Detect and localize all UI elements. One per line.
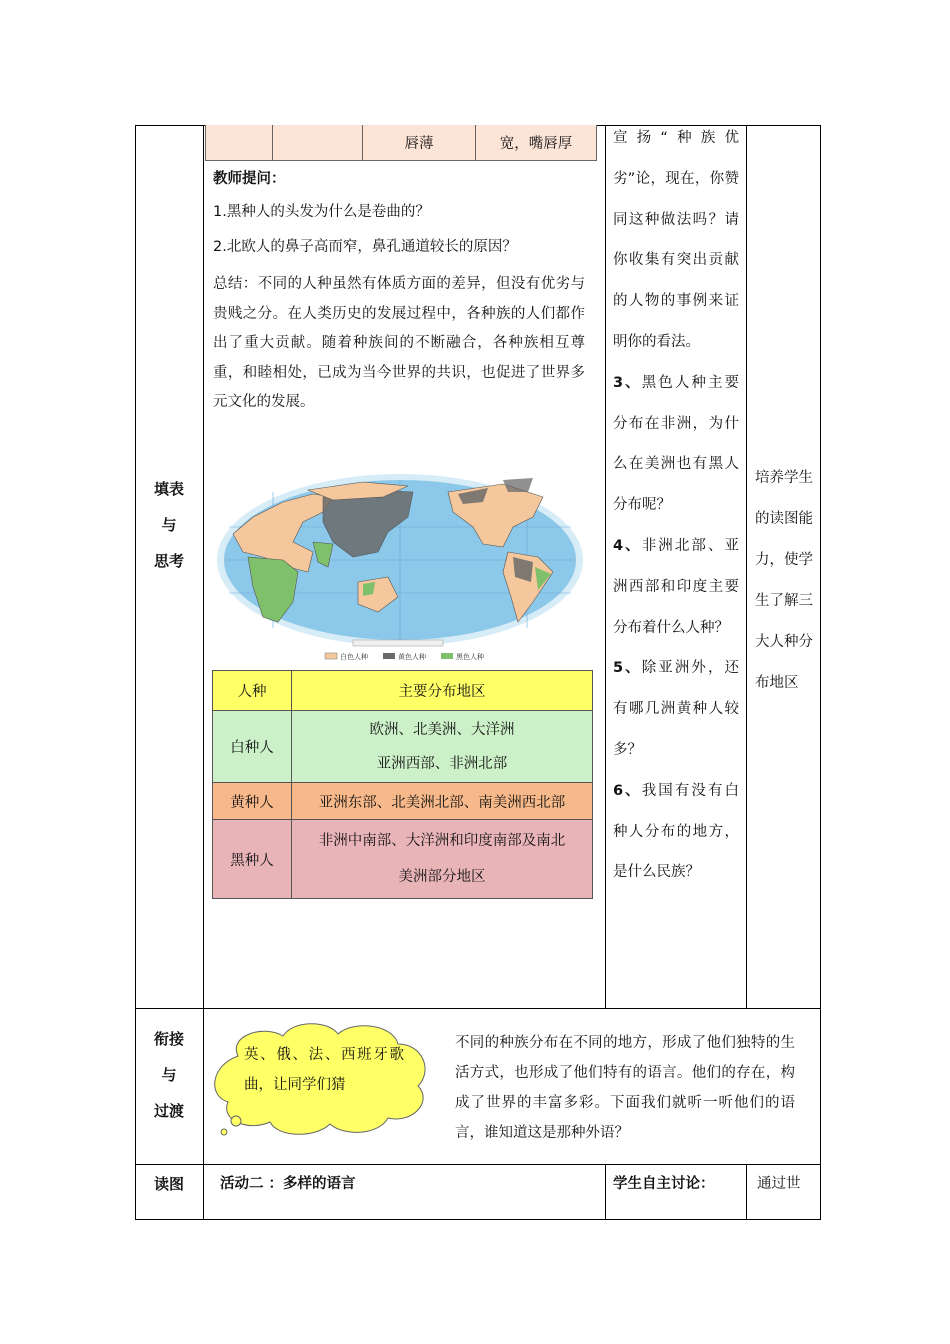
transition-paragraph: 不同的种族分布在不同的地方，形成了他们独特的生活方式，也形成了他们特有的语言。他们的存在，构成了世界的丰富多彩。下面我们就听一听他们的语言，谁知道这是那种外语？: [455, 1035, 795, 1141]
table-row: [213, 783, 593, 820]
bottom-goal-start: 通过世: [757, 1176, 801, 1192]
dist-race-yellow: 黄种人: [213, 783, 292, 820]
table-divider-3: [746, 125, 747, 1008]
label-transition: [135, 1024, 203, 1126]
question-3: 黑色人种主要分布在非洲，为什么在美洲也有黑人分布呢？: [613, 374, 740, 514]
row-divider-2: [135, 1164, 821, 1165]
dist-region-white-2: 亚洲西部、非洲北部: [376, 755, 508, 772]
teaching-goal: [755, 458, 813, 704]
question-6: 我国有没有白种人分布的地方，是什么民族？: [613, 782, 740, 881]
question-3-number: 3、: [613, 374, 642, 391]
table-border-right: [820, 125, 821, 1220]
top-table-cell-3: 唇薄: [363, 125, 476, 160]
table-row: [213, 711, 593, 783]
cloud-callout-text: 英、俄、法、西班牙歌曲，让同学们猜: [244, 1047, 404, 1093]
question-6-number: 6、: [613, 782, 642, 799]
table-divider-3b: [746, 1164, 747, 1220]
student-discussion-label: 学生自主讨论：: [613, 1176, 715, 1192]
label-read-map: 读图: [153, 1175, 184, 1193]
teaching-goal-text: 培养学生的读图能力，使学生了解三大人种分布地区: [755, 470, 813, 691]
label-fill-think-1: 填表: [153, 480, 184, 498]
cloud-callout: [208, 1016, 436, 1140]
teacher-question-1: 1.黑种人的头发为什么是卷曲的？: [213, 204, 430, 220]
map-legend-yellow: 黄色人种: [398, 653, 426, 661]
label-transition-3: 过渡: [153, 1102, 184, 1120]
top-table-cell-1: [206, 125, 273, 160]
label-transition-1: 衔接: [153, 1030, 184, 1048]
table-border-bottom: [135, 1219, 821, 1220]
dist-race-black: 黑种人: [213, 820, 292, 899]
map-legend-white: 白色人种: [340, 653, 368, 661]
top-table-cell-2: [273, 125, 363, 160]
map-legend-black: 黑色人种: [456, 653, 484, 661]
race-distribution-table: [212, 670, 593, 899]
world-race-distribution-map: [213, 472, 588, 664]
dist-header-region: 主要分布地区: [292, 671, 593, 711]
question-5: 除亚洲外，还有哪几洲黄种人较多？: [613, 660, 740, 758]
question-5-number: 5、: [613, 660, 642, 677]
table-row: [213, 820, 593, 899]
question-4-number: 4、: [613, 537, 642, 554]
label-fill-think: [135, 475, 203, 575]
dist-race-white: 白种人: [213, 711, 292, 783]
dist-region-black-2: 美洲部分地区: [398, 869, 486, 885]
teacher-summary: 总结：不同的人种虽然有体质方面的差异，但没有优劣与贵贱之分。在人类历史的发展过程中，各种族的人们都作出了重大贡献。随着种族间的不断融合，各种族相互尊重，和睦相处，已成为当今世界的共识，也促进了世界多元文化的发展。: [213, 276, 585, 410]
teacher-question-heading: 教师提问：: [213, 171, 286, 187]
question-column: [613, 118, 739, 893]
top-table-cell-4: 宽，嘴唇厚: [499, 136, 573, 152]
dist-region-white-1: 欧洲、北美洲、大洋洲: [369, 721, 515, 738]
label-fill-think-3: 思考: [153, 552, 184, 570]
teacher-question-2: 2.北欧人的鼻子高而窄，鼻孔通道较长的原因？: [213, 239, 517, 255]
row-divider-1: [135, 1008, 821, 1009]
label-transition-2: 与: [161, 1066, 177, 1084]
top-table: [205, 125, 597, 161]
question-continued: 宣扬“种族优劣”论，现在，你赞同这种做法吗？请你收集有突出贡献的人物的事例来证明你的看法。: [613, 130, 739, 350]
label-fill-think-2: 与: [161, 516, 177, 534]
table-divider-2b: [605, 1164, 606, 1220]
table-divider-2: [605, 125, 606, 1008]
question-4: 非洲北部、亚洲西部和印度主要分布着什么人种？: [613, 537, 740, 636]
dist-table-header: [213, 671, 593, 711]
dist-header-race: 人种: [213, 671, 292, 711]
dist-region-yellow: 亚洲东部、北美洲北部、南美洲西北部: [292, 783, 593, 820]
table-divider-1: [203, 125, 204, 1220]
activity-2-title: 活动二 ：多样的语言: [220, 1176, 356, 1192]
dist-region-black-1: 非洲中南部、大洋洲和印度南部及南北: [318, 833, 566, 849]
